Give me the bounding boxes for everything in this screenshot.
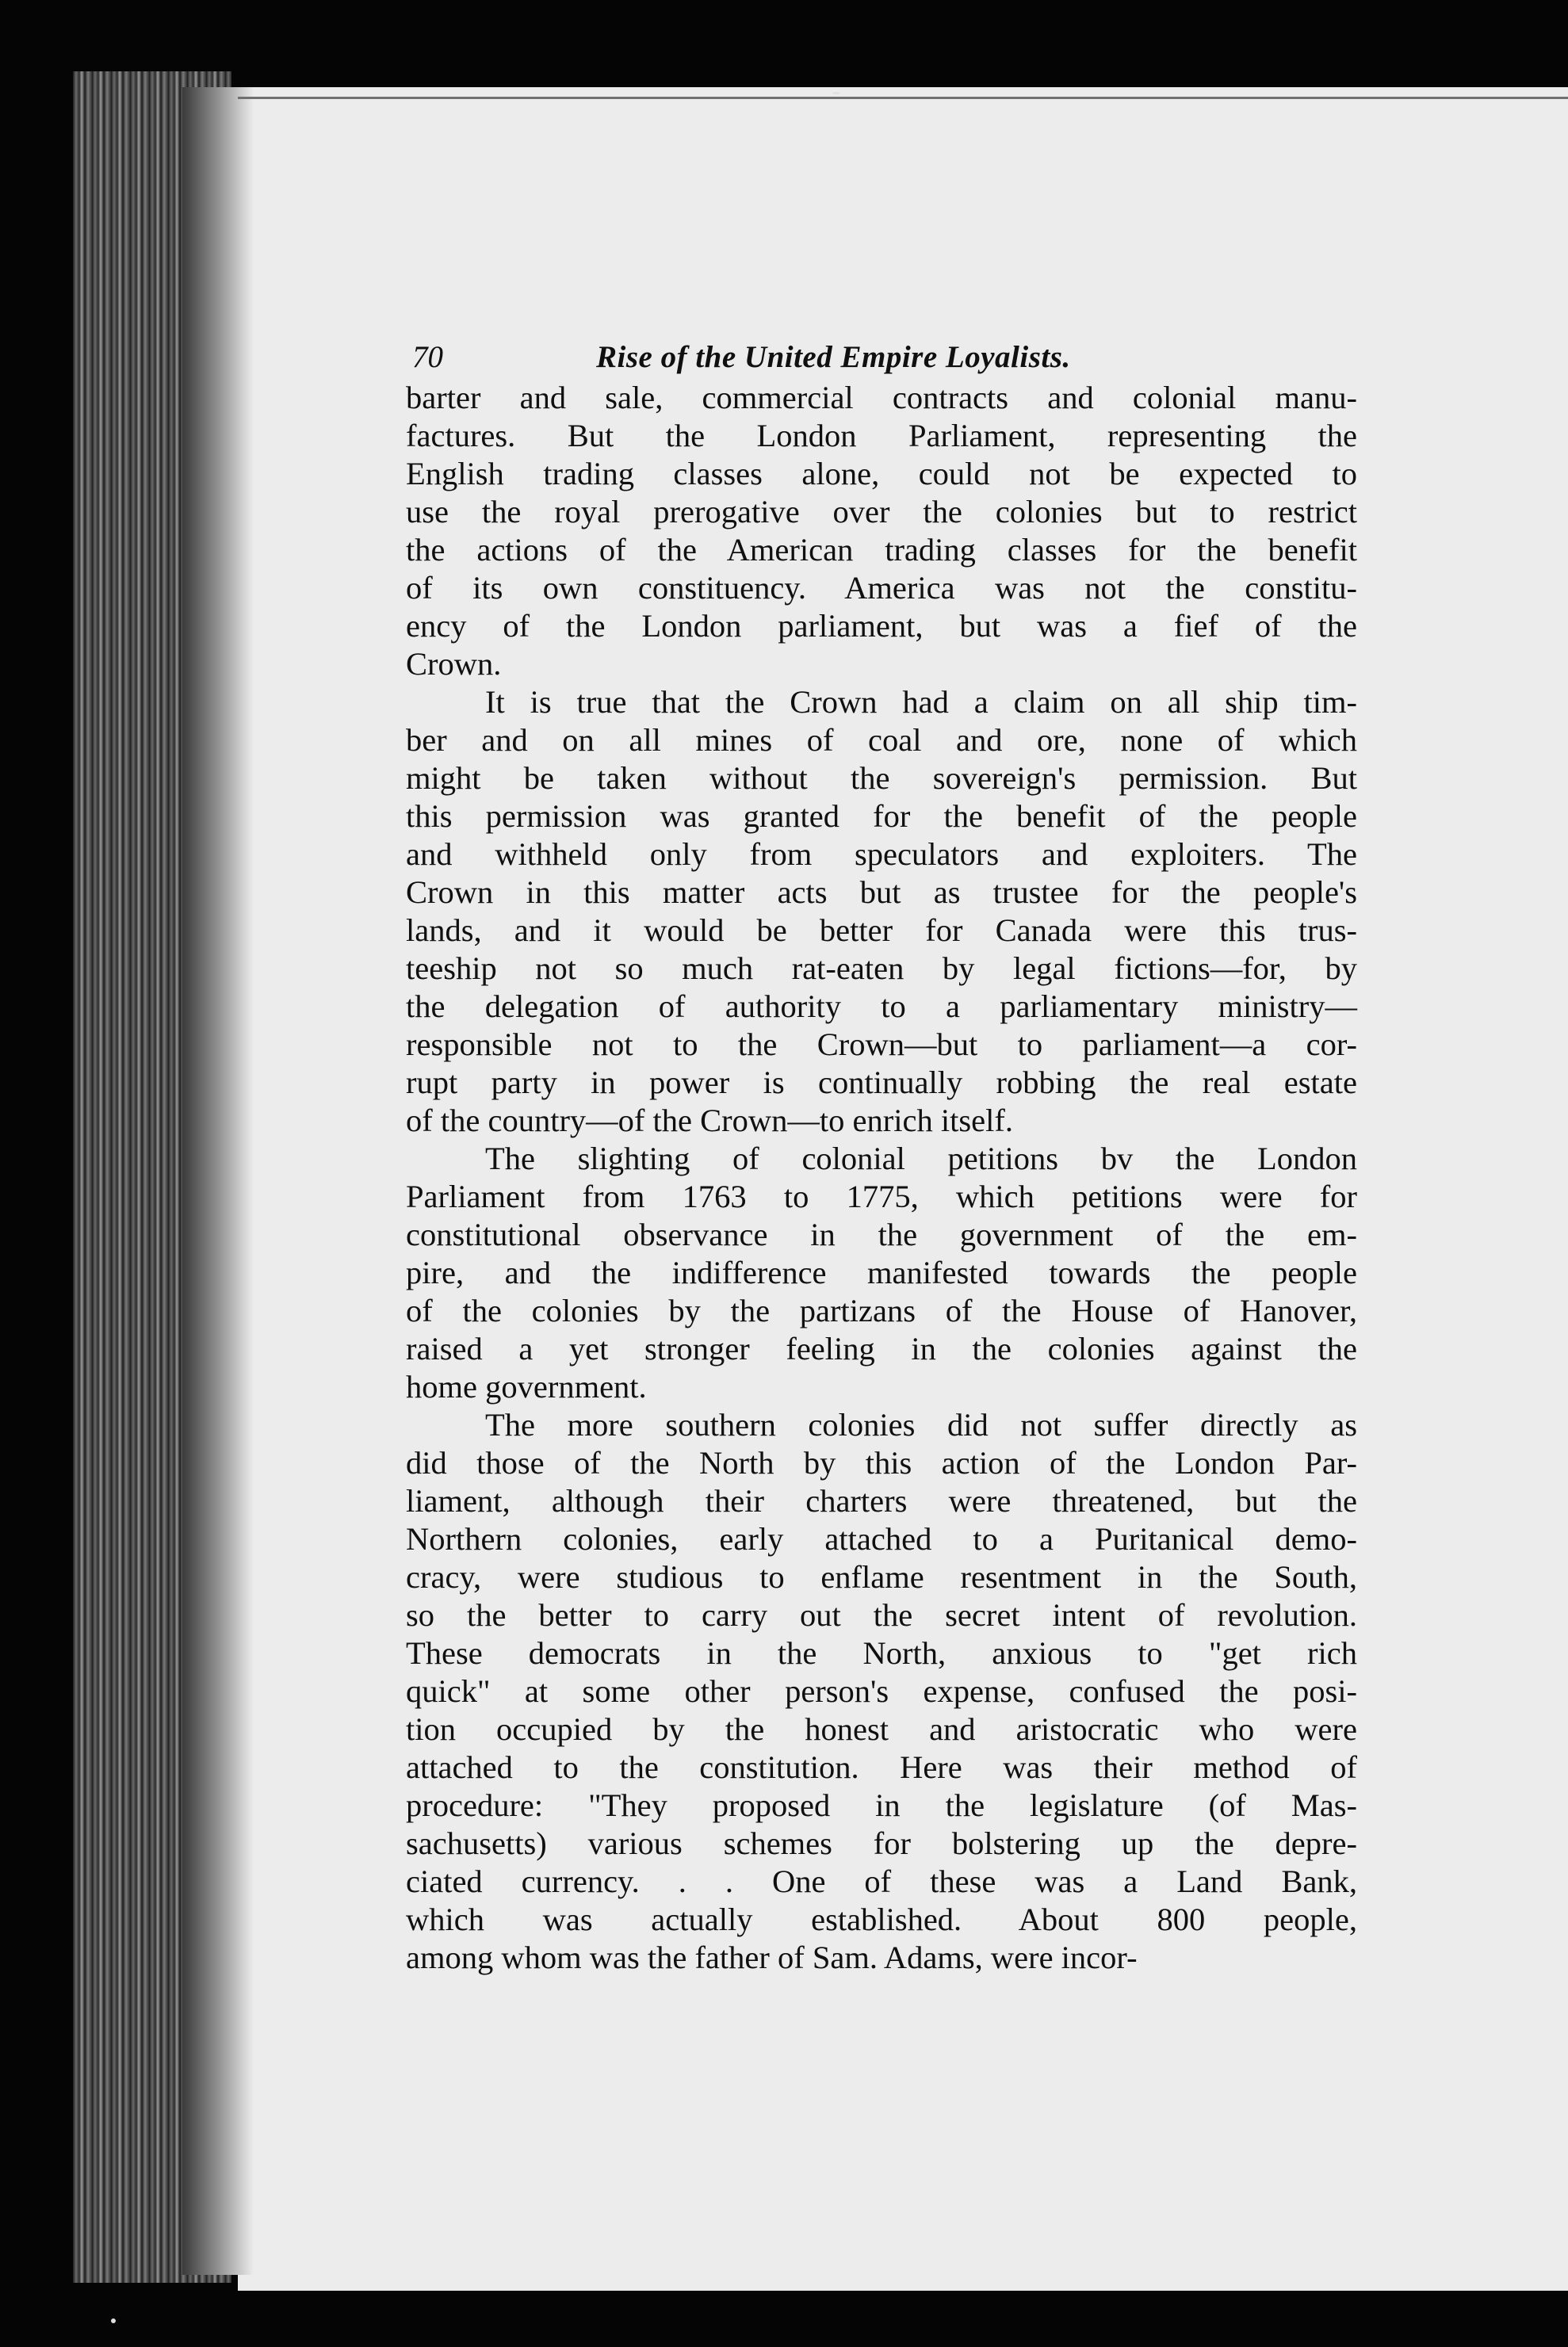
text-line: ber and on all mines of coal and ore, none of which [406, 722, 1357, 758]
text-line: raised a yet stronger feeling in the colonies against the [406, 1331, 1357, 1367]
running-head [406, 323, 1357, 379]
text-line: the actions of the American trading classes for the benefit [406, 532, 1357, 568]
text-line: Northern colonies, early attached to a Puritanical demo- [406, 1521, 1357, 1557]
text-line: barter and sale, commercial contracts and colonial manu- [406, 380, 1357, 415]
text-line: Crown in this matter acts but as trustee for the people's [406, 874, 1357, 910]
paragraph [406, 1140, 1357, 1406]
text-line: attached to the constitution. Here was their method of [406, 1749, 1357, 1785]
scan-speck [832, 92, 840, 94]
text-line: might be taken without the sovereign's permission. But [406, 760, 1357, 796]
text-line: pire, and the indifference manifested towards the people [406, 1255, 1357, 1290]
text-line: cracy, were studious to enflame resentment in the South, [406, 1559, 1357, 1595]
text-line: among whom was the father of Sam. Adams, were incor- [406, 1940, 1138, 1975]
text-line: constitutional observance in the government of the em- [406, 1217, 1357, 1252]
text-line: procedure: "They proposed in the legislature (of Mas- [406, 1787, 1357, 1823]
body-text [406, 379, 1357, 1977]
text-line: English trading classes alone, could not be expected to [406, 456, 1357, 491]
gutter-shadow [182, 87, 254, 2275]
paragraph [406, 379, 1357, 683]
text-line: The more southern colonies did not suffer directly as [485, 1407, 1357, 1443]
page-top-edge [238, 97, 1568, 99]
text-line: The slighting of colonial petitions bv the London [485, 1141, 1357, 1176]
text-line: factures. But the London Parliament, representing the [406, 418, 1357, 453]
text-line: this permission was granted for the benefit of the people [406, 798, 1357, 834]
page-number: 70 [412, 340, 443, 374]
text-line: of the country—of the Crown—to enrich itself. [406, 1103, 1013, 1138]
text-line: of the colonies by the partizans of the House of Hanover, [406, 1293, 1357, 1328]
text-line: home government. [406, 1369, 647, 1405]
text-line: sachusetts) various schemes for bolstering up the depre- [406, 1825, 1357, 1861]
text-line: and withheld only from speculators and exploiters. The [406, 836, 1357, 872]
text-line: of its own constituency. America was not the constitu- [406, 570, 1357, 606]
text-line: ciated currency. . . One of these was a Land Bank, [406, 1863, 1357, 1899]
text-line: It is true that the Crown had a claim on all ship tim- [485, 684, 1357, 720]
text-line: so the better to carry out the secret intent of revolution. [406, 1597, 1357, 1633]
text-line: which was actually established. About 800 people, [406, 1902, 1357, 1937]
paragraph [406, 683, 1357, 1140]
scan-speck [111, 2318, 116, 2323]
text-line: ency of the London parliament, but was a fief of the [406, 608, 1357, 644]
text-line: These democrats in the North, anxious to "get rich [406, 1635, 1357, 1671]
running-title: Rise of the United Empire Loyalists. [596, 340, 1071, 374]
text-line: quick" at some other person's expense, confused the posi- [406, 1673, 1357, 1709]
text-line: did those of the North by this action of the London Par- [406, 1445, 1357, 1481]
text-line: lands, and it would be better for Canada were this trus- [406, 912, 1357, 948]
text-line: teeship not so much rat-eaten by legal fictions—for, by [406, 950, 1357, 986]
text-line: liament, although their charters were threatened, but the [406, 1483, 1357, 1519]
text-line: use the royal prerogative over the colonies but to restrict [406, 494, 1357, 529]
paragraph [406, 1406, 1357, 1977]
text-line: Crown. [406, 646, 502, 682]
text-line: rupt party in power is continually robbing the real estate [406, 1065, 1357, 1100]
text-block [406, 323, 1357, 1977]
text-line: the delegation of authority to a parliamentary ministry— [406, 988, 1357, 1024]
text-line: Parliament from 1763 to 1775, which petitions were for [406, 1179, 1357, 1214]
text-line: tion occupied by the honest and aristocratic who were [406, 1711, 1357, 1747]
text-line: responsible not to the Crown—but to parliament—a cor- [406, 1026, 1357, 1062]
